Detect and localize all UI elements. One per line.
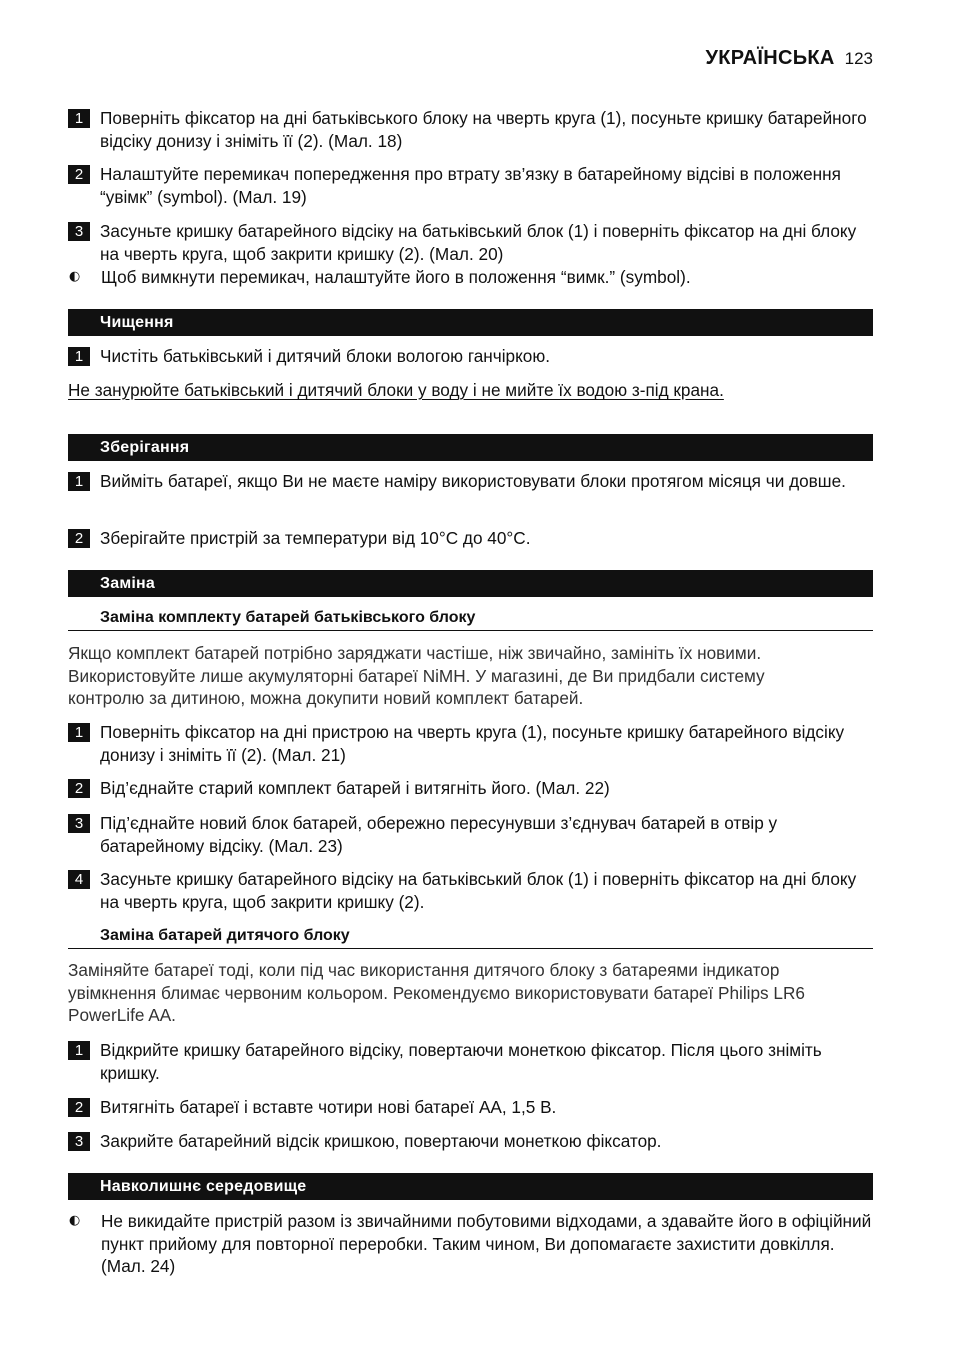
bullet-text: Щоб вимкнути перемикач, налаштуйте його в положення “вимк.” (symbol). — [101, 267, 691, 287]
subsection-title-parent-batteries: Заміна комплекту батарей батьківського блоку — [68, 605, 873, 631]
step-number: 4 — [68, 870, 90, 889]
step-number: 1 — [68, 723, 90, 742]
cleaning-step-1 — [68, 345, 874, 368]
page-header — [706, 47, 873, 70]
section-title-replacement: Заміна — [68, 570, 873, 597]
bullet-text: Не викидайте пристрій разом із звичайними побутовими відходами, а здавайте його в офіційний пункт прийому для повторної переробки. Таким чином, Ви допомагаєте захистити довкілля. (Мал. 24) — [101, 1211, 872, 1276]
bullet-switch-off — [68, 266, 874, 289]
section-title-storage: Зберігання — [68, 434, 873, 461]
language-label: УКРАЇНСЬКА — [705, 47, 835, 69]
setup-step-1 — [68, 107, 874, 152]
step-number: 1 — [68, 1041, 90, 1060]
parent-step-4 — [68, 868, 874, 913]
parent-step-3 — [68, 812, 874, 857]
parent-step-1 — [68, 721, 874, 766]
baby-step-1 — [68, 1039, 874, 1084]
baby-step-3 — [68, 1130, 874, 1153]
setup-step-2 — [68, 163, 874, 208]
baby-intro-paragraph: Заміняйте батареї тоді, коли під час використання дитячого блоку з батареями індикатор увімкнення блимає червоним кольором. Рекомендуємо використовувати батареї Philips LR6 PowerLife AA. — [68, 960, 805, 1025]
warning-text: Не занурюйте батьківський і дитячий блоки у воду і не мийте їх водою з-під крана. — [68, 380, 724, 400]
section-title-environment: Навколишнє середовище — [68, 1173, 873, 1200]
step-number: 3 — [68, 222, 90, 241]
step-text: Поверніть фіксатор на дні батьківського блоку на чверть круга (1), посуньте кришку батарейного відсіку донизу і зніміть її (2). (Мал. 18) — [100, 108, 867, 151]
page-number: 123 — [844, 49, 873, 68]
step-text: Чистіть батьківський і дитячий блоки вологою ганчіркою. — [100, 346, 551, 366]
step-text: Засуньте кришку батарейного відсіку на батьківський блок (1) і поверніть фіксатор на дні блоку на чверть круга, щоб закрити кришку (2). — [100, 869, 857, 912]
step-number: 3 — [68, 1132, 90, 1151]
cleaning-warning — [68, 379, 874, 402]
step-text: Закрийте батарейний відсік кришкою, повертаючи монеткою фіксатор. — [100, 1131, 662, 1151]
step-text: Витягніть батареї і вставте чотири нові батареї AA, 1,5 В. — [100, 1097, 557, 1117]
section-title-cleaning: Чищення — [68, 309, 873, 336]
step-number: 1 — [68, 109, 90, 128]
parent-intro-paragraph: Якщо комплект батарей потрібно заряджати частіше, ніж звичайно, замініть їх новими. Використовуйте лише акумуляторні батареї NiMH. У магазині, де Ви придбали систему контролю за дитиною, можна докупити новий комплект батарей. — [68, 643, 765, 708]
baby-step-2 — [68, 1096, 874, 1119]
step-number: 2 — [68, 165, 90, 184]
step-number: 2 — [68, 1098, 90, 1117]
step-text: Налаштуйте перемикач попередження про втрату зв’язку в батарейному відсіві в положення “увімк” (symbol). (Мал. 19) — [100, 164, 841, 207]
step-number: 1 — [68, 347, 90, 366]
step-text: Вийміть батареї, якщо Ви не маєте наміру використовувати блоки протягом місяця чи довше. — [100, 471, 846, 491]
step-number: 3 — [68, 814, 90, 833]
subsection-title-baby-batteries: Заміна батарей дитячого блоку — [68, 923, 873, 949]
step-text: Засуньте кришку батарейного відсіку на батьківський блок (1) і поверніть фіксатор на дні блоку на чверть круга, щоб закрити кришку (2). (Мал. 20) — [100, 221, 857, 264]
step-number: 1 — [68, 472, 90, 491]
bullet-arrow-icon: ◐ — [69, 269, 81, 284]
step-number: 2 — [68, 779, 90, 798]
setup-step-3 — [68, 220, 874, 265]
step-number: 2 — [68, 529, 90, 548]
step-text: Поверніть фіксатор на дні пристрою на чверть круга (1), посуньте кришку батарейного відсіку донизу і зніміть її (2). (Мал. 21) — [100, 722, 845, 765]
step-text: Від’єднайте старий комплект батарей і витягніть його. (Мал. 22) — [100, 778, 610, 798]
bullet-arrow-icon: ◐ — [69, 1213, 81, 1228]
step-text: Під’єднайте новий блок батарей, обережно пересунувши з’єднувач батарей в отвір у батарейному відсіку. (Мал. 23) — [100, 813, 778, 856]
storage-step-1 — [68, 470, 874, 493]
step-text: Зберігайте пристрій за температури від 10°C до 40°C. — [100, 528, 531, 548]
environment-bullet — [68, 1210, 874, 1278]
storage-step-2 — [68, 527, 874, 550]
parent-step-2 — [68, 777, 874, 800]
step-text: Відкрийте кришку батарейного відсіку, повертаючи монеткою фіксатор. Після цього зніміть кришку. — [100, 1040, 822, 1083]
